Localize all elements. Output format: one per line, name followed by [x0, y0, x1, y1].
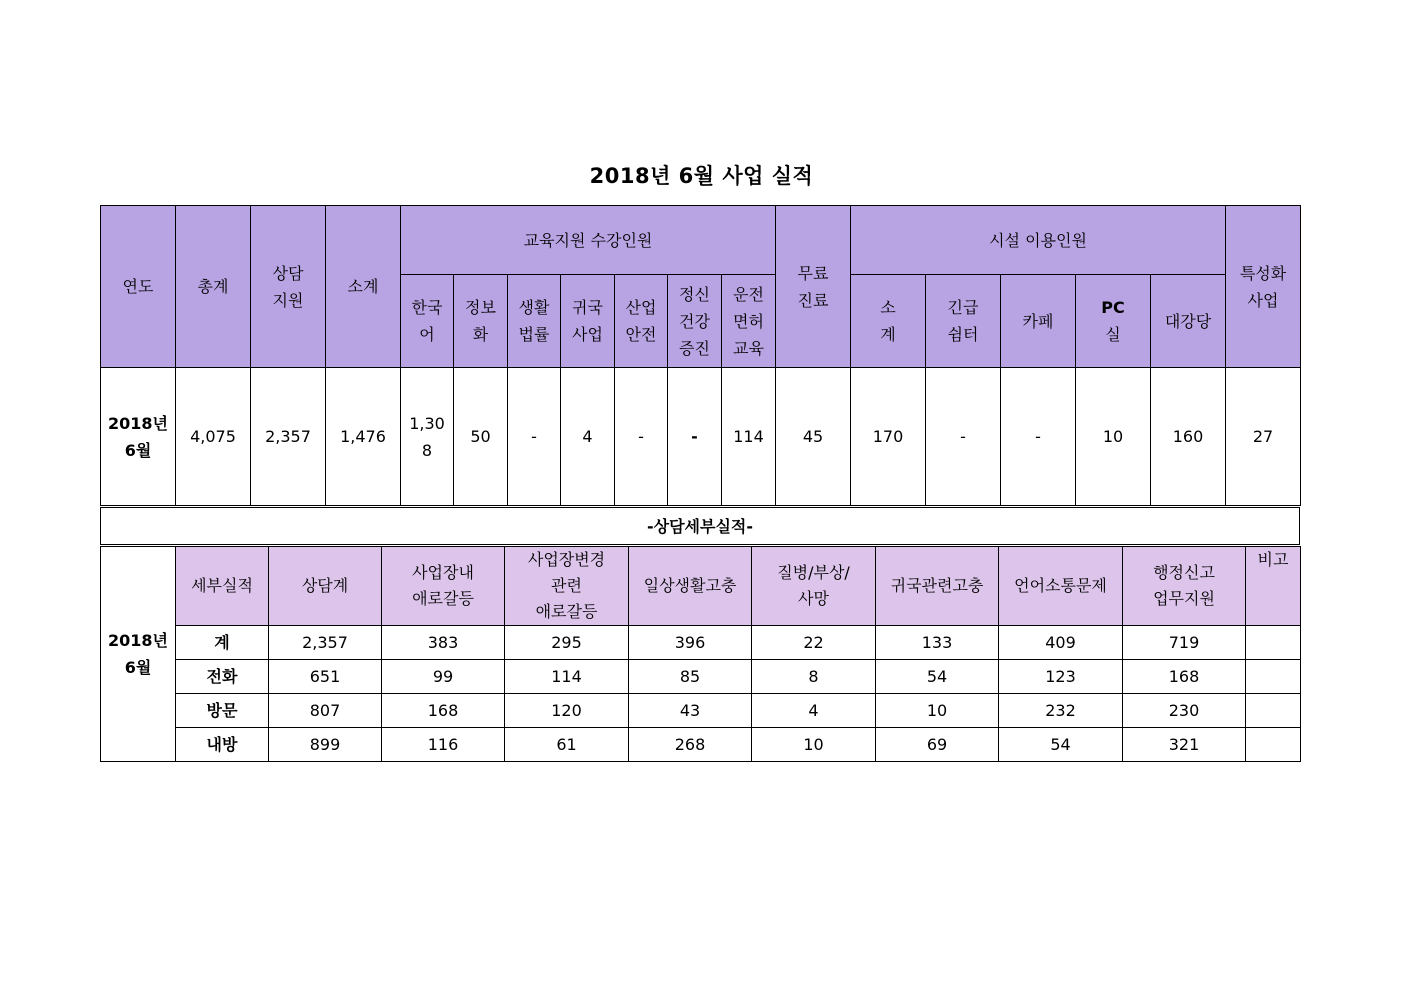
table-cell: 133: [876, 626, 999, 660]
header-facility-group: 시설 이용인원: [851, 206, 1226, 275]
table-cell: 2,357: [269, 626, 382, 660]
table-cell: 43: [629, 694, 752, 728]
table-cell: 85: [629, 660, 752, 694]
header-facility-subtotal: 소 계: [851, 275, 926, 368]
header-edu-it: 정보 화: [454, 275, 508, 368]
detail-year: 2018년 6월: [101, 547, 176, 762]
table-cell: 54: [999, 728, 1123, 762]
cell-counsel: 2,357: [251, 368, 326, 506]
cell-facility-auditorium: 160: [1151, 368, 1226, 506]
monthly-results-table: [100, 205, 1301, 506]
table-cell: 321: [1123, 728, 1246, 762]
header-edu-safety: 산업 안전: [615, 275, 668, 368]
header-subtotal: 소계: [326, 206, 401, 368]
table-cell: 69: [876, 728, 999, 762]
table-cell: 8: [752, 660, 876, 694]
cell-edu-driving: 114: [722, 368, 776, 506]
table-cell: 114: [505, 660, 629, 694]
detail-header-counsel-total: 상담계: [269, 547, 382, 626]
cell-facility-shelter: -: [926, 368, 1001, 506]
table-cell: 899: [269, 728, 382, 762]
cell-edu-return-business: 4: [561, 368, 615, 506]
cell-edu-it: 50: [454, 368, 508, 506]
header-facility-pc-room: PC 실: [1076, 275, 1151, 368]
table-cell: 120: [505, 694, 629, 728]
detail-header-admin-support: 행정신고 업무지원: [1123, 547, 1246, 626]
table-cell: 409: [999, 626, 1123, 660]
row-label: 내방: [176, 728, 269, 762]
cell-subtotal: 1,476: [326, 368, 401, 506]
detail-header-workplace-conflict: 사업장내 애로갈등: [382, 547, 505, 626]
detail-header-category: 세부실적: [176, 547, 269, 626]
table-row: [101, 660, 1301, 694]
header-edu-return-business: 귀국 사업: [561, 275, 615, 368]
header-facility-shelter: 긴급 쉼터: [926, 275, 1001, 368]
header-edu-law: 생활 법률: [508, 275, 561, 368]
table-cell: [1246, 728, 1301, 762]
table-cell: 396: [629, 626, 752, 660]
row-year: 2018년 6월: [101, 368, 176, 506]
cell-facility-cafe: -: [1001, 368, 1076, 506]
table-cell: 99: [382, 660, 505, 694]
detail-header-remarks: 비고: [1246, 547, 1301, 626]
table-cell: 651: [269, 660, 382, 694]
table-cell: 4: [752, 694, 876, 728]
cell-facility-subtotal: 170: [851, 368, 926, 506]
table-cell: 10: [752, 728, 876, 762]
table-cell: 168: [1123, 660, 1246, 694]
table-cell: [1246, 660, 1301, 694]
section-label: -상담세부실적-: [101, 508, 1300, 545]
table-cell: 168: [382, 694, 505, 728]
table-cell: 719: [1123, 626, 1246, 660]
detail-header-illness-injury-death: 질병/부상/ 사망: [752, 547, 876, 626]
table-cell: 807: [269, 694, 382, 728]
header-facility-cafe: 카페: [1001, 275, 1076, 368]
detail-header-return-home: 귀국관련고충: [876, 547, 999, 626]
cell-special-program: 27: [1226, 368, 1301, 506]
table-cell: 123: [999, 660, 1123, 694]
table-cell: 230: [1123, 694, 1246, 728]
cell-edu-safety: -: [615, 368, 668, 506]
table-row: [101, 728, 1301, 762]
cell-edu-law: -: [508, 368, 561, 506]
header-special-program: 특성화 사업: [1226, 206, 1301, 368]
table-cell: 54: [876, 660, 999, 694]
header-facility-auditorium: 대강당: [1151, 275, 1226, 368]
row-label: 방문: [176, 694, 269, 728]
header-free-clinic: 무료 진료: [776, 206, 851, 368]
header-year: 연도: [101, 206, 176, 368]
table-cell: [1246, 626, 1301, 660]
detail-header-workplace-change: 사업장변경 관련 애로갈등: [505, 547, 629, 626]
header-counsel: 상담 지원: [251, 206, 326, 368]
row-label: 계: [176, 626, 269, 660]
detail-header-daily-life: 일상생활고충: [629, 547, 752, 626]
table-row: [101, 368, 1301, 506]
table-cell: 232: [999, 694, 1123, 728]
header-total: 총계: [176, 206, 251, 368]
cell-total: 4,075: [176, 368, 251, 506]
cell-edu-korean: 1,30 8: [401, 368, 454, 506]
table-cell: 10: [876, 694, 999, 728]
cell-edu-mental-health: -: [668, 368, 722, 506]
table-row: [101, 694, 1301, 728]
table-row: [101, 626, 1301, 660]
table-cell: 22: [752, 626, 876, 660]
table-cell: 383: [382, 626, 505, 660]
header-edu-driving: 운전 면허 교육: [722, 275, 776, 368]
detail-header-language: 언어소통문제: [999, 547, 1123, 626]
table-cell: 116: [382, 728, 505, 762]
header-edu-korean: 한국 어: [401, 275, 454, 368]
row-label: 전화: [176, 660, 269, 694]
section-label-table: [100, 507, 1300, 545]
table-cell: [1246, 694, 1301, 728]
counsel-detail-table: [100, 546, 1301, 762]
header-education-group: 교육지원 수강인원: [401, 206, 776, 275]
table-cell: 61: [505, 728, 629, 762]
cell-free-clinic: 45: [776, 368, 851, 506]
page-title: 2018년 6월 사업 실적: [589, 164, 814, 188]
table-cell: 268: [629, 728, 752, 762]
cell-facility-pc-room: 10: [1076, 368, 1151, 506]
table-cell: 295: [505, 626, 629, 660]
header-edu-mental-health: 정신 건강 증진: [668, 275, 722, 368]
